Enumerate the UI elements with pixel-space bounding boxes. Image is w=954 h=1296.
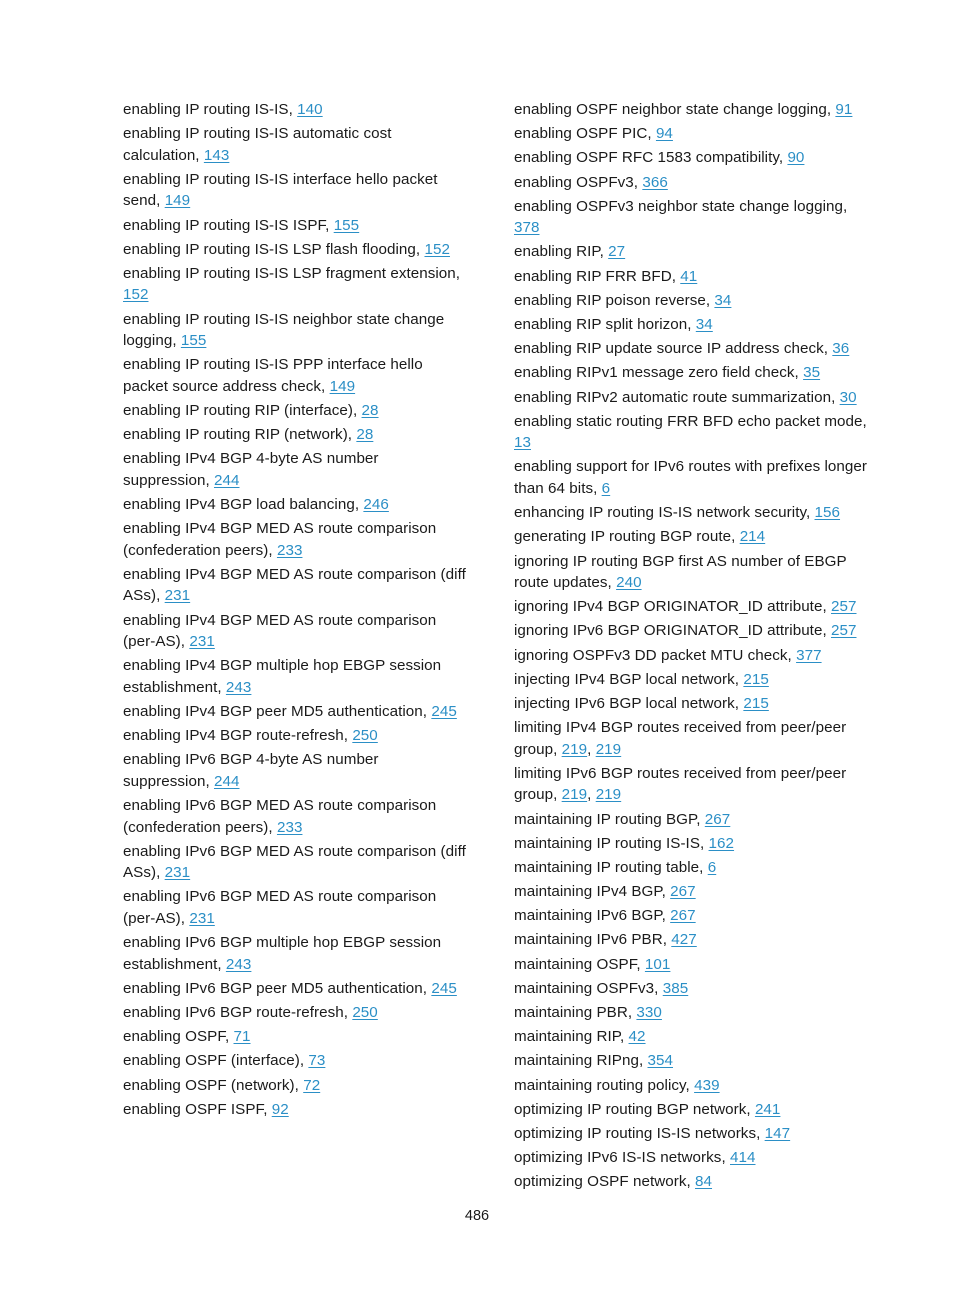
index-entry-text: enabling IPv6 BGP multiple hop EBGP session establishment,: [123, 934, 442, 973]
page-link[interactable]: 101: [644, 955, 671, 973]
index-entry-text: enabling RIPv2 automatic route summarization,: [514, 388, 840, 406]
index-entry: [123, 1002, 468, 1024]
index-entry: [123, 749, 468, 792]
index-entry-text: maintaining RIPng,: [514, 1052, 648, 1070]
index-entry: [514, 954, 874, 976]
index-entry-text: maintaining RIP,: [514, 1028, 629, 1046]
index-entry-text: enabling IP routing IS-IS LSP flash flooding,: [123, 240, 425, 258]
index-entry-text: enabling IP routing IS-IS,: [123, 101, 298, 118]
index-entry: [514, 596, 874, 618]
page-link[interactable]: 240: [616, 574, 642, 591]
index-entry-text: enabling RIP poison reverse,: [514, 291, 715, 309]
page-link[interactable]: 354: [647, 1052, 673, 1070]
index-entry: [123, 978, 468, 1000]
index-entry: [514, 99, 874, 121]
index-entry: [123, 1075, 468, 1097]
index-entry-text: maintaining routing policy,: [514, 1076, 695, 1094]
index-entry-text: enabling support for IPv6 routes with prefixes longer than 64 bits,: [514, 458, 868, 497]
index-entry-text: enabling IP routing IS-IS interface hello packet send,: [123, 170, 438, 210]
index-entry: [514, 290, 874, 312]
index-entry: [514, 502, 874, 524]
page-link[interactable]: 233: [276, 541, 303, 559]
index-entry: limiting IPv4 BGP routes received from peer/peer group, 219, 219: [514, 719, 847, 758]
index-entry: limiting IPv6 BGP routes received from peer/peer group, 219, 219: [514, 764, 847, 804]
index-entry: [123, 841, 468, 884]
page-number: 486: [464, 1208, 490, 1224]
page-link[interactable]: 267: [670, 883, 696, 901]
page-link[interactable]: 140: [297, 101, 323, 118]
index-entry: [514, 411, 874, 454]
page-link[interactable]: 72: [303, 1076, 321, 1094]
index-entry: [123, 169, 468, 212]
index-entry-text: enabling IPv4 BGP load balancing,: [123, 496, 364, 514]
index-entry-text: ignoring OSPFv3 DD packet MTU check,: [514, 646, 797, 664]
index-entry: [123, 655, 468, 698]
index-entry-text: maintaining IPv6 BGP,: [514, 907, 671, 925]
page-link[interactable]: 439: [694, 1076, 720, 1094]
page-link[interactable]: 84: [695, 1173, 713, 1191]
index-entry-text: maintaining IPv4 BGP,: [514, 883, 671, 901]
index-entry: [514, 833, 874, 855]
index-entry: [123, 239, 468, 261]
index-entry-text: ignoring IPv4 BGP ORIGINATOR_ID attribute,: [514, 598, 831, 616]
index-entry: [123, 795, 468, 838]
page-link[interactable]: 414: [730, 1149, 756, 1167]
index-entry-text: enabling OSPFv3,: [514, 173, 643, 191]
index-entry-text: optimizing IP routing BGP network,: [514, 1100, 755, 1118]
index-entry: [514, 809, 874, 831]
index-entry-text: enabling IPv4 BGP multiple hop EBGP session establishment,: [123, 657, 442, 696]
page-link[interactable]: 231: [164, 587, 191, 605]
page-link[interactable]: 41: [680, 267, 698, 285]
index-entry-text: enabling static routing FRR BFD echo packet mode,: [514, 412, 867, 430]
index-entry: [514, 905, 874, 927]
page-link[interactable]: 267: [670, 907, 696, 925]
index-entry-text: enabling RIP,: [514, 243, 609, 261]
index-entry: [123, 518, 468, 561]
page-link[interactable]: 34: [695, 316, 713, 333]
index-entry: [123, 1050, 468, 1072]
index-entry-text: enabling IPv6 BGP peer MD5 authentication,: [123, 979, 432, 997]
index-entry: [514, 266, 874, 288]
index-entry-text: optimizing OSPF network,: [514, 1173, 696, 1191]
page-link[interactable]: 378: [514, 219, 540, 237]
index-entry-text: limiting IPv6 BGP routes received from peer/peer group,: [514, 764, 847, 804]
index-entry: [123, 932, 468, 975]
index-entry: [123, 309, 468, 352]
page-link[interactable]: 243: [225, 955, 252, 973]
index-entry-text: injecting IPv6 BGP local network,: [514, 694, 744, 712]
page-link[interactable]: 257: [831, 622, 857, 640]
index-entry: [123, 354, 468, 397]
index-entry: [514, 1123, 874, 1145]
index-entry-text: maintaining PBR,: [514, 1004, 637, 1021]
page-link[interactable]: 250: [352, 1004, 378, 1021]
index-entry: [514, 645, 874, 667]
index-entry-text: enabling OSPF (network),: [123, 1076, 304, 1094]
index-entry: [514, 456, 874, 499]
index-entry-text: maintaining OSPF,: [514, 955, 645, 973]
index-entry-text: maintaining IPv6 PBR,: [514, 931, 672, 949]
page-link[interactable]: 231: [189, 633, 215, 651]
page-link[interactable]: 6: [601, 479, 611, 497]
page-link[interactable]: 6: [707, 858, 717, 876]
index-entry-text: enabling IPv6 BGP route-refresh,: [123, 1004, 353, 1021]
page-link[interactable]: 90: [787, 149, 805, 167]
page-link[interactable]: 385: [662, 979, 689, 997]
page-link[interactable]: 152: [123, 286, 149, 304]
page-link[interactable]: 30: [839, 388, 857, 406]
index-entry: [514, 857, 874, 879]
index-entry: [123, 123, 468, 166]
page-link[interactable]: 34: [714, 291, 732, 309]
index-entry: [514, 620, 874, 642]
index-entry-text: enabling OSPF (interface),: [123, 1052, 309, 1070]
index-entry: [123, 725, 468, 747]
page-link[interactable]: 143: [203, 146, 230, 164]
index-entry: [123, 610, 468, 653]
index-entry-text: ignoring IP routing BGP first AS number of EBGP route updates,: [514, 552, 847, 591]
page-link[interactable]: 241: [754, 1100, 781, 1118]
index-entry-text: enabling IP routing RIP (interface),: [123, 402, 362, 419]
index-column-right: [514, 99, 874, 1196]
index-entry: [514, 241, 874, 263]
index-entry-text: enabling RIPv1 message zero field check,: [514, 364, 804, 382]
page-link[interactable]: 366: [642, 173, 668, 191]
index-entry-text: enabling OSPF,: [123, 1028, 234, 1046]
index-entry-text: injecting IPv4 BGP local network,: [514, 670, 744, 688]
index-entry: [514, 172, 874, 194]
page-link[interactable]: 245: [431, 979, 457, 997]
index-entry-text: enhancing IP routing IS-IS network security,: [514, 504, 815, 522]
index-entry: [514, 338, 874, 360]
index-entry: [123, 215, 468, 237]
index-entry: [514, 669, 874, 691]
page-link[interactable]: 71: [233, 1028, 251, 1046]
index-entry-text: enabling IPv4 BGP peer MD5 authentication,: [123, 703, 432, 720]
page-link[interactable]: 147: [764, 1124, 791, 1142]
index-entry-text: enabling IP routing IS-IS LSP fragment extension,: [123, 264, 461, 282]
index-entry: [514, 1026, 874, 1048]
page-link[interactable]: 156: [814, 504, 841, 522]
page-link[interactable]: 13: [514, 434, 531, 452]
index-entry-text: enabling OSPF ISPF,: [123, 1100, 272, 1118]
index-entry-text: maintaining IP routing BGP,: [514, 810, 705, 828]
index-entry: [123, 701, 468, 723]
index-entry: [123, 494, 468, 516]
page-link[interactable]: 245: [431, 703, 457, 720]
page-link[interactable]: 257: [831, 598, 857, 616]
index-entry: [514, 1099, 874, 1121]
index-entry: [123, 1026, 468, 1048]
index-entry-text: enabling IP routing RIP (network),: [123, 426, 357, 444]
index-entry: [514, 1075, 874, 1097]
page-link[interactable]: 149: [164, 192, 191, 210]
page-link[interactable]: 246: [363, 496, 389, 514]
index-entry-text: enabling RIP split horizon,: [514, 316, 696, 333]
page-link[interactable]: 94: [655, 125, 673, 143]
page-link[interactable]: 231: [164, 864, 191, 882]
index-entry-text: enabling IPv4 BGP 4-byte AS number suppression,: [123, 450, 379, 489]
index-entry: [514, 929, 874, 951]
index-entry: [514, 551, 874, 594]
index-entry: [514, 1147, 874, 1169]
index-entry: [123, 263, 468, 306]
page-link[interactable]: 27: [608, 243, 626, 261]
page-link[interactable]: 155: [180, 332, 207, 350]
page-link[interactable]: 231: [189, 909, 215, 927]
index-entry: [514, 314, 874, 336]
page-link[interactable]: 219: [561, 786, 588, 804]
index-entry-text: enabling IPv4 BGP MED AS route comparison (confederation peers),: [123, 520, 437, 559]
page-link[interactable]: 149: [329, 377, 356, 395]
index-entry-text: limiting IPv4 BGP routes received from peer/peer group,: [514, 719, 847, 758]
page-link[interactable]: 219: [595, 740, 622, 758]
index-column-left: [123, 99, 468, 1123]
index-entry-text: enabling IP routing IS-IS ISPF,: [123, 216, 334, 234]
index-entry-text: enabling OSPF neighbor state change logging,: [514, 101, 836, 118]
index-entry: [514, 387, 874, 409]
page-link[interactable]: 377: [796, 646, 822, 664]
index-entry: [514, 978, 874, 1000]
index-entry-text: optimizing IPv6 IS-IS networks,: [514, 1149, 730, 1167]
index-entry: [514, 362, 874, 384]
index-entry-text: generating IP routing BGP route,: [514, 528, 740, 546]
page-link[interactable]: 214: [739, 528, 766, 546]
page-link[interactable]: 250: [352, 727, 378, 745]
index-entry-text: enabling IPv4 BGP MED AS route comparison (diff ASs),: [123, 565, 466, 605]
index-entry-text: enabling IPv4 BGP MED AS route comparison (per-AS),: [123, 611, 437, 651]
page-link[interactable]: 42: [628, 1028, 646, 1046]
index-entry: [514, 526, 874, 548]
page-link[interactable]: 219: [561, 740, 588, 758]
page-link[interactable]: 35: [803, 364, 821, 382]
index-entry-text: enabling OSPFv3 neighbor state change logging,: [514, 197, 848, 215]
page-link[interactable]: 91: [835, 101, 853, 118]
index-entry-text: enabling RIP update source IP address check,: [514, 340, 833, 358]
page-link[interactable]: 215: [743, 694, 769, 712]
index-entry: [123, 564, 468, 607]
index-entry-text: enabling IPv6 BGP MED AS route comparison (diff ASs),: [123, 842, 466, 882]
index-entry-text: enabling RIP FRR BFD,: [514, 267, 681, 285]
index-entry-text: ignoring IPv6 BGP ORIGINATOR_ID attribute,: [514, 622, 831, 640]
page-link[interactable]: 162: [708, 834, 735, 852]
index-entry: [123, 886, 468, 929]
page-link[interactable]: 427: [671, 931, 697, 949]
page-link[interactable]: 233: [276, 818, 303, 836]
page-link[interactable]: 28: [356, 426, 374, 444]
index-entry: [123, 448, 468, 491]
index-entry: [514, 196, 874, 239]
index-entry-text: maintaining IP routing table,: [514, 858, 708, 876]
index-entry: [123, 424, 468, 446]
index-entry: [514, 1002, 874, 1024]
index-entry-text: enabling IP routing IS-IS neighbor state change logging,: [123, 310, 445, 350]
index-entry: [514, 1171, 874, 1193]
index-entry-text: enabling IPv6 BGP MED AS route comparison (per-AS),: [123, 888, 437, 927]
index-entry: [123, 1099, 468, 1121]
page-link[interactable]: 155: [333, 216, 360, 234]
page-link[interactable]: 267: [704, 810, 731, 828]
index-entry: [514, 123, 874, 145]
index-entry-text: enabling IP routing IS-IS automatic cost calculation,: [123, 125, 392, 164]
index-entry-text: maintaining IP routing IS-IS,: [514, 834, 709, 852]
index-entry: [514, 881, 874, 903]
page-link[interactable]: 92: [271, 1100, 289, 1118]
index-entry-text: optimizing IP routing IS-IS networks,: [514, 1124, 765, 1142]
index-entry: [123, 400, 468, 422]
index-entry-text: enabling IPv4 BGP route-refresh,: [123, 727, 353, 745]
index-entry: [514, 147, 874, 169]
page-link[interactable]: 215: [743, 670, 769, 688]
page-link[interactable]: 36: [832, 340, 850, 358]
page-link[interactable]: 243: [225, 678, 252, 696]
index-entry-text: enabling IP routing IS-IS PPP interface hello packet source address check,: [123, 356, 423, 395]
index-entry: [123, 99, 468, 121]
page-link[interactable]: 73: [308, 1052, 326, 1070]
page-link[interactable]: 244: [213, 772, 240, 790]
index-entry-text: enabling IPv6 BGP MED AS route comparison (confederation peers),: [123, 797, 437, 836]
page-link[interactable]: 244: [213, 471, 240, 489]
page-link[interactable]: 330: [636, 1004, 662, 1021]
index-entry-text: maintaining OSPFv3,: [514, 979, 663, 997]
index-entry: [514, 693, 874, 715]
page-link[interactable]: 28: [361, 402, 379, 419]
index-entry-text: enabling OSPF PIC,: [514, 125, 656, 143]
page-link[interactable]: 219: [595, 786, 622, 804]
index-entry-text: enabling OSPF RFC 1583 compatibility,: [514, 149, 788, 167]
index-entry-text: enabling IPv6 BGP 4-byte AS number suppression,: [123, 751, 379, 790]
index-entry: [514, 1050, 874, 1072]
page-link[interactable]: 152: [424, 240, 450, 258]
